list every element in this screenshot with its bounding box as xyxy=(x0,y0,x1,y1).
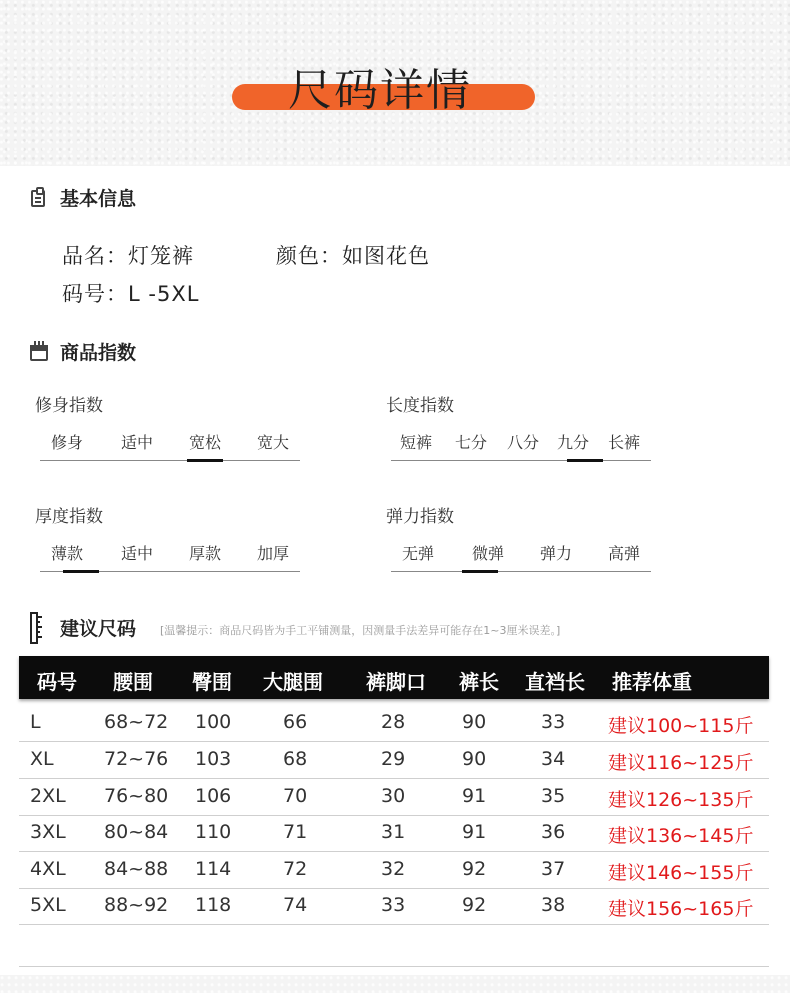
table-row xyxy=(19,815,769,852)
hip-cell: 103 xyxy=(195,748,232,770)
rise-cell: 33 xyxy=(541,711,566,733)
column-header: 裤长 xyxy=(459,670,499,694)
table-row xyxy=(19,779,769,816)
product-size-range: 码号：L -5XL xyxy=(62,282,200,306)
column-header: 码号 xyxy=(37,670,77,694)
length-cell: 91 xyxy=(462,821,487,843)
waist-cell: 80~84 xyxy=(104,821,169,843)
size-cell: 4XL xyxy=(30,858,66,880)
length-option: 短裤 xyxy=(399,433,432,452)
elasticity-index-marker xyxy=(462,570,498,573)
leg-opening-cell: 32 xyxy=(381,858,406,880)
fit-index-marker xyxy=(187,459,223,462)
weight-cell: 建议146~155斤 xyxy=(608,862,754,884)
size-table-columns xyxy=(19,656,769,699)
waist-cell: 88~92 xyxy=(104,894,169,916)
size-table-heading: 建议尺码 xyxy=(60,618,137,640)
elasticity-option: 无弹 xyxy=(401,544,434,563)
footer-texture-band xyxy=(0,975,790,993)
length-cell: 92 xyxy=(462,858,487,880)
elasticity-option: 微弹 xyxy=(471,544,504,563)
rise-cell: 36 xyxy=(541,821,566,843)
thickness-index-marker xyxy=(63,570,99,573)
waist-cell: 68~72 xyxy=(104,711,169,733)
leg-opening-cell: 28 xyxy=(381,711,406,733)
column-header: 裤脚口 xyxy=(366,670,426,694)
hip-cell: 114 xyxy=(195,858,232,880)
fit-option: 修身 xyxy=(50,433,83,452)
length-option: 八分 xyxy=(506,433,539,452)
size-cell: XL xyxy=(30,748,54,770)
waist-cell: 72~76 xyxy=(104,748,169,770)
weight-cell: 建议156~165斤 xyxy=(608,898,754,920)
measurement-tip: [温馨提示：商品尺码皆为手工平铺测量，因测量手法差异可能存在1~3厘米误差。] xyxy=(160,624,561,637)
column-header: 直裆长 xyxy=(525,670,585,694)
product-color: 颜色：如图花色 xyxy=(276,244,430,268)
rise-cell: 37 xyxy=(541,858,566,880)
hip-cell: 100 xyxy=(195,711,232,733)
waist-cell: 84~88 xyxy=(104,858,169,880)
thigh-cell: 74 xyxy=(283,894,308,916)
fit-option: 宽松 xyxy=(188,433,221,452)
length-option: 九分 xyxy=(556,433,589,452)
thigh-cell: 70 xyxy=(283,785,308,807)
rise-cell: 34 xyxy=(541,748,566,770)
thickness-index-title: 厚度指数 xyxy=(35,507,103,527)
thigh-cell: 68 xyxy=(283,748,308,770)
calendar-icon xyxy=(30,342,48,362)
basic-info-heading: 基本信息 xyxy=(60,188,137,210)
fit-index-title: 修身指数 xyxy=(35,396,103,416)
leg-opening-cell: 29 xyxy=(381,748,406,770)
thickness-option: 加厚 xyxy=(256,544,289,563)
size-cell: L xyxy=(30,711,41,733)
column-header: 臀围 xyxy=(192,670,232,694)
size-cell: 5XL xyxy=(30,894,66,916)
fit-index-scale xyxy=(40,460,300,461)
table-row xyxy=(19,705,769,742)
waist-cell: 76~80 xyxy=(104,785,169,807)
weight-cell: 建议100~115斤 xyxy=(608,715,754,737)
elasticity-index-scale xyxy=(391,571,651,572)
hip-cell: 118 xyxy=(195,894,232,916)
leg-opening-cell: 30 xyxy=(381,785,406,807)
column-header: 大腿围 xyxy=(263,670,323,694)
hip-cell: 110 xyxy=(195,821,232,843)
length-cell: 90 xyxy=(462,711,487,733)
weight-cell: 建议126~135斤 xyxy=(608,789,754,811)
size-table-header xyxy=(30,614,136,641)
ruler-icon xyxy=(30,618,44,638)
page-title: 尺码详情 xyxy=(288,65,472,116)
indices-header xyxy=(30,338,136,365)
column-header: 腰围 xyxy=(113,670,153,694)
length-cell: 91 xyxy=(462,785,487,807)
thickness-option: 适中 xyxy=(120,544,153,563)
leg-opening-cell: 33 xyxy=(381,894,406,916)
product-name: 品名：灯笼裤 xyxy=(62,244,194,268)
length-option: 长裤 xyxy=(607,433,640,452)
thigh-cell: 71 xyxy=(283,821,308,843)
size-cell: 3XL xyxy=(30,821,66,843)
leg-opening-cell: 31 xyxy=(381,821,406,843)
size-cell: 2XL xyxy=(30,785,66,807)
length-index-scale xyxy=(391,460,651,461)
table-row xyxy=(19,888,769,925)
table-bottom-divider xyxy=(19,966,769,967)
elasticity-option: 弹力 xyxy=(539,544,572,563)
rise-cell: 38 xyxy=(541,894,566,916)
rise-cell: 35 xyxy=(541,785,566,807)
length-cell: 90 xyxy=(462,748,487,770)
elasticity-option: 高弹 xyxy=(607,544,640,563)
weight-cell: 建议136~145斤 xyxy=(608,825,754,847)
column-header: 推荐体重 xyxy=(612,670,692,694)
basic-info-header xyxy=(30,184,136,211)
table-row xyxy=(19,852,769,889)
length-index-title: 长度指数 xyxy=(386,396,454,416)
thigh-cell: 66 xyxy=(283,711,308,733)
table-row xyxy=(19,742,769,779)
fit-option: 宽大 xyxy=(256,433,289,452)
weight-cell: 建议116~125斤 xyxy=(608,752,754,774)
thigh-cell: 72 xyxy=(283,858,308,880)
indices-heading: 商品指数 xyxy=(60,342,137,364)
clipboard-icon xyxy=(30,188,48,208)
elasticity-index-title: 弹力指数 xyxy=(386,507,454,527)
fit-option: 适中 xyxy=(120,433,153,452)
length-option: 七分 xyxy=(454,433,487,452)
length-cell: 92 xyxy=(462,894,487,916)
hip-cell: 106 xyxy=(195,785,232,807)
length-index-marker xyxy=(567,459,603,462)
thickness-option: 厚款 xyxy=(188,544,221,563)
thickness-option: 薄款 xyxy=(50,544,83,563)
